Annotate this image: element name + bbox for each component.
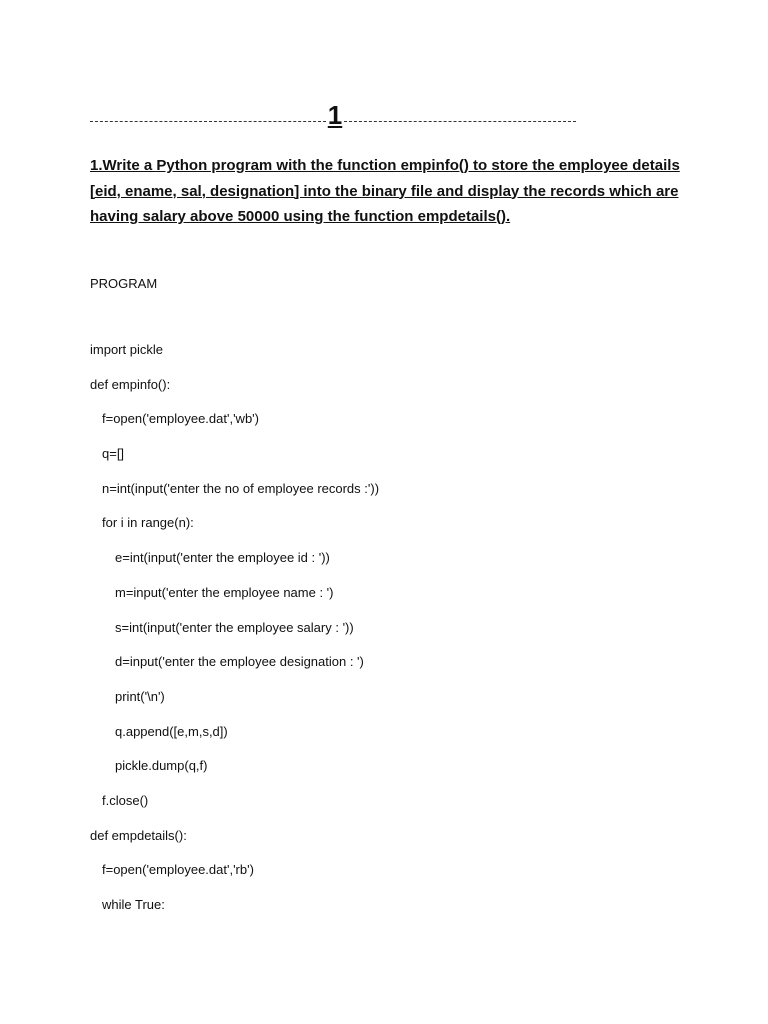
code-block	[90, 341, 379, 931]
code-line: d=input('enter the employee designation : ')	[115, 654, 364, 670]
code-line: f=open('employee.dat','wb')	[102, 411, 259, 427]
code-line: m=input('enter the employee name : ')	[115, 584, 334, 600]
code-line: f.close()	[102, 792, 149, 808]
code-line: s=int(input('enter the employee salary : '))	[115, 619, 354, 635]
code-line: q.append([e,m,s,d])	[115, 723, 228, 739]
question-heading: 1.Write a Python program with the function empinfo() to store the employee details [eid, ename, sal, designation] into the binary file and display the records which are having salary above 50000 using the function empdetails().	[90, 157, 680, 225]
code-line: for i in range(n):	[102, 515, 194, 531]
section-label: PROGRAM	[90, 276, 158, 291]
code-line: print('\n')	[115, 688, 165, 704]
code-line: e=int(input('enter the employee id : '))	[115, 550, 330, 566]
page-number: 1	[327, 100, 343, 130]
code-line: def empinfo():	[90, 376, 171, 392]
code-line: def empdetails():	[90, 827, 187, 843]
code-line: n=int(input('enter the no of employee records :'))	[102, 480, 380, 496]
code-line: pickle.dump(q,f)	[115, 758, 208, 774]
dashed-rule-right	[344, 121, 576, 122]
code-line: q=[]	[102, 446, 125, 462]
dashed-rule-left	[90, 121, 326, 122]
code-line: while True:	[102, 897, 165, 912]
page-header	[90, 100, 576, 134]
code-line: import pickle	[90, 342, 163, 357]
code-line: f=open('employee.dat','rb')	[102, 862, 254, 878]
